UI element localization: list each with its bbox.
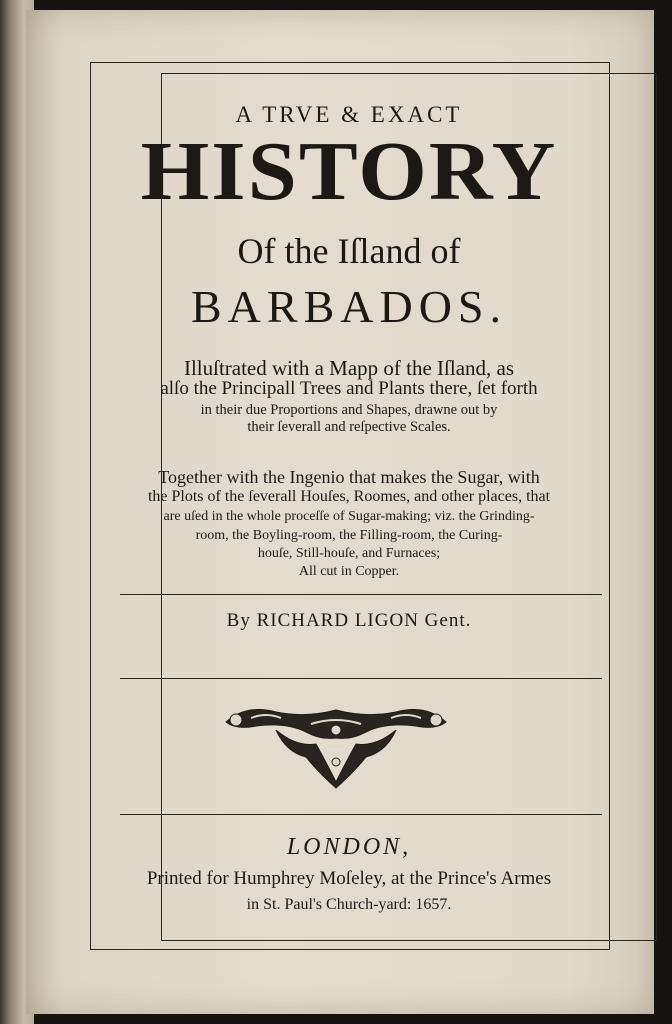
ingenio-line-6: All cut in Copper.: [298, 564, 400, 579]
title-history: HISTORY: [140, 125, 558, 218]
imprint-city: LONDON,: [286, 834, 412, 860]
title-of-the-island: Of the Iſland of: [237, 231, 461, 271]
title-page: [26, 10, 654, 1014]
divider-rule-3: [120, 814, 602, 815]
printers-ornament-icon: [216, 702, 456, 792]
ingenio-line-2: the Plots of the ſeverall Houſes, Roomes, and other places, that: [147, 488, 551, 505]
title-line-true-exact: A TRVE & EXACT: [235, 102, 463, 127]
ingenio-line-5: houſe, Still-houſe, and Furnaces;: [257, 546, 441, 561]
author-line: By RICHARD LIGON Gent.: [226, 610, 472, 631]
title-content: [90, 62, 608, 948]
divider-rule-2: [120, 678, 602, 679]
imprint-location-date: in St. Paul's Church-yard: 1657.: [246, 896, 452, 913]
ingenio-line-3: are uſed in the whole proceſſe of Sugar-making; viz. the Grinding-: [163, 509, 535, 524]
imprint-printer: Printed for Humphrey Moſeley, at the Prince's Armes: [146, 868, 552, 889]
description-line-1: Illuſtrated with a Mapp of the Iſland, as: [183, 356, 515, 380]
description-line-4: their ſeverall and reſpective Scales.: [247, 419, 451, 435]
ingenio-line-4: room, the Boyling-room, the Filling-room, the Curing-: [195, 528, 503, 543]
description-line-2: alſo the Principall Trees and Plants there, ſet forth: [160, 378, 538, 399]
title-barbados: BARBADOS.: [190, 281, 507, 332]
divider-rule-1: [120, 594, 602, 595]
ingenio-line-1: Together with the Ingenio that makes the Sugar, with: [158, 467, 540, 487]
description-line-3: in their due Proportions and Shapes, drawne out by: [200, 402, 498, 418]
